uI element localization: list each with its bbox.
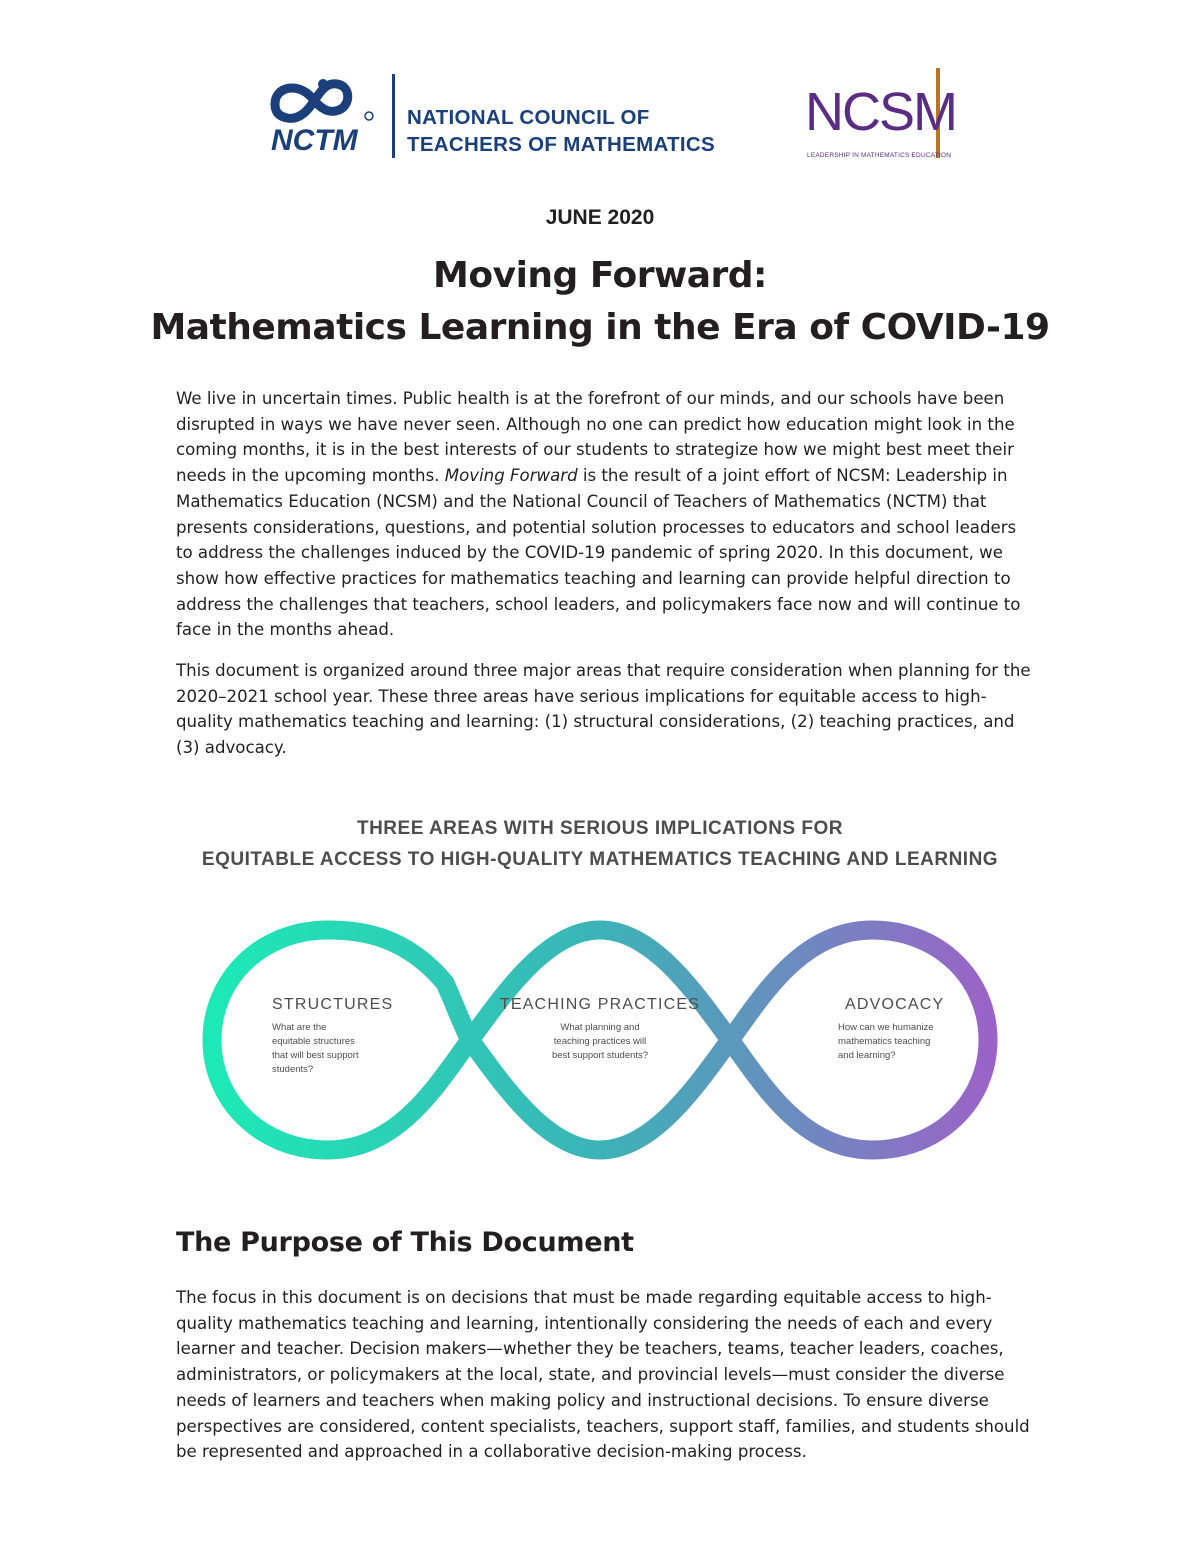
question-line: How can we humanize <box>838 1022 934 1033</box>
purpose-heading: The Purpose of This Document <box>176 1227 634 1258</box>
diagram-title <box>0 813 1200 875</box>
intro-text-b: is the result of a joint effort of NCSM: Leadership in Mathematics Education (NCSM) and the National Council of Teachers of Mathematics (NCTM) that presents considerations, questions, and potential solution processes to educators and school leaders to address the challenges induced by the COVID-19 pandemic of spring 2020. In this document, we show how effective practices for mathematics teaching and learning can provide helpful direction to address the challenges that teachers, school leaders, and policymakers face now and will continue to face in the months ahead. <box>176 466 1021 640</box>
question-line: and learning? <box>838 1050 896 1061</box>
nctm-logo <box>265 72 715 162</box>
header <box>0 0 1200 190</box>
title-line1: Moving Forward: <box>433 255 767 296</box>
question-line: best support students? <box>551 1050 649 1061</box>
question-line: teaching practices will <box>553 1036 647 1047</box>
nctm-full-name <box>407 104 715 158</box>
purpose-paragraph: The focus in this document is on decisions that must be made regarding equitable access to high-quality mathematics teaching and learning, intentionally considering the needs of each and every learner and teacher. Decision makers—whether they be teachers, teams, teacher leaders, coaches, administrators, or policymakers at the local, state, and provincial levels—must consider the diverse needs of learners and teachers when making policy and instructional decisions. To ensure diverse perspectives are considered, content specialists, teachers, support staff, families, and students should be represented and approached in a collaborative decision-making process. <box>176 1288 1030 1462</box>
ncsm-abbreviation: NCSM <box>805 82 956 142</box>
logo-divider <box>392 74 395 158</box>
question-line: What are the <box>272 1022 327 1033</box>
page-title <box>0 250 1200 354</box>
area-teaching-practices-heading: TEACHING PRACTICES <box>499 996 701 1013</box>
publication-date: JUNE 2020 <box>545 206 655 229</box>
area-advocacy-question <box>838 1021 958 1063</box>
area-advocacy-heading: ADVOCACY <box>845 996 945 1013</box>
nctm-abbreviation: NCTM <box>271 124 358 157</box>
nctm-name-line2: TEACHERS OF MATHEMATICS <box>407 133 715 156</box>
nctm-name-line1: NATIONAL COUNCIL OF <box>407 106 650 129</box>
diagram-title-line2: EQUITABLE ACCESS TO HIGH-QUALITY MATHEMATICS TEACHING AND LEARNING <box>201 849 999 870</box>
area-teaching-practices-question <box>500 1021 700 1063</box>
intro-text-a: We live in uncertain times. Public health is at the forefront of our minds, and our schools have been disrupted in ways we have never seen. Although no one can predict how education might look in the coming months, it is in the best interests of our students to strategize how we might best meet their needs in the upcoming months. <box>176 389 1015 486</box>
intro-paragraph-2: This document is organized around three major areas that require consideration when planning for the 2020–2021 school year. These three areas have serious implications for equitable access to high-quality mathematics teaching and learning: (1) structural considerations, (2) teaching practices, and (3) advocacy. <box>176 661 1031 758</box>
question-line: equitable structures <box>272 1036 355 1047</box>
ncsm-tagline: LEADERSHIP IN MATHEMATICS EDUCATION <box>807 152 952 159</box>
question-line: that will best support <box>272 1050 359 1061</box>
intro-emphasis: Moving Forward <box>444 466 578 486</box>
question-line: mathematics teaching <box>838 1036 931 1047</box>
question-line: students? <box>272 1064 314 1075</box>
ncsm-logo <box>790 68 956 164</box>
title-line2: Mathematics Learning in the Era of COVID-19 <box>150 307 1050 348</box>
intro-paragraph-1 <box>176 386 1036 643</box>
area-structures-heading: STRUCTURES <box>272 996 394 1013</box>
question-line: What planning and <box>560 1022 640 1033</box>
diagram-title-line1: THREE AREAS WITH SERIOUS IMPLICATIONS FOR <box>356 818 843 839</box>
area-structures-question <box>272 1021 392 1077</box>
